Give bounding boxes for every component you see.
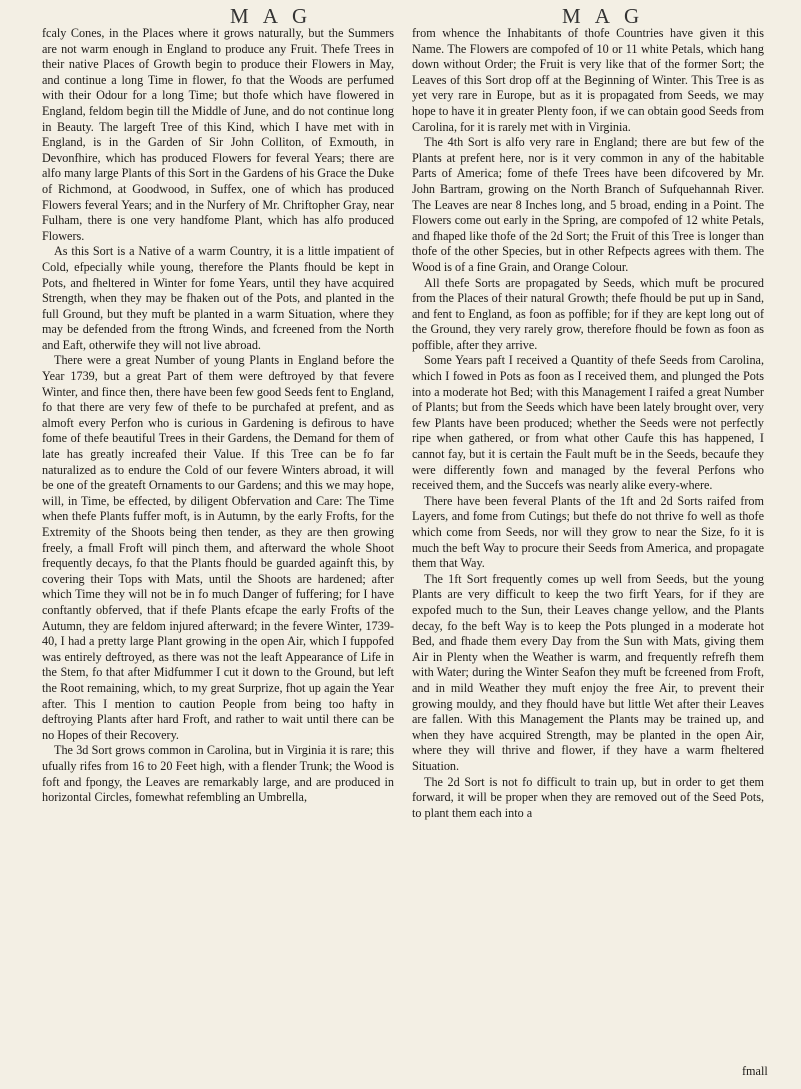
catchword: fmall [742, 1064, 768, 1078]
paragraph: The 4th Sort is alfo very rare in England; there are but few of the Plants at prefent here, nor is it very common in any of the habitable Parts of America; fome of thefe Trees have been difcovered by Mr. John Bartram, growing on the North Branch of Sufquehannah River. The Leaves are near 8 Inches long, and 5 broad, ending in a Point. The Flowers come out early in the Spring, are compofed of 12 white Petals, and fhaped like thofe of the 2d Sort; the Fruit of this Tree is longer than thofe of the other Species, but in other Refpects agrees with them. The Wood is of a fine Grain, and Orange Colour. [412, 135, 764, 274]
paragraph: Some Years paft I received a Quantity of thefe Seeds from Carolina, which I fowed in Pots as foon as I received them, and plunged the Pots into a moderate hot Bed; with this Management I raifed a great Number of Plants; but from the Seeds which have been lately brought over, very few Plants have been produced; whether the Seeds were not perfectly ripe when gathered, or from what other Caufe this has happened, I cannot fay, but it is certain the Fault muft be in the Seeds, becaufe they were differently fown and managed by the feveral Perfons who received them, and the Succefs was nearly alike every-where. [412, 353, 764, 493]
paragraph: The 1ft Sort frequently comes up well from Seeds, but the young Plants are very difficult to keep the two firft Years, for if they are expofed much to the Sun, their Leaves change yellow, and the Plants decay, fo the beft Way is to keep the Pots plunged in a moderate hot Bed, and fhade them every Day from the Sun with Mats, giving them Air in Plenty when the Weather is warm, and frequently refrefh them with Water; during the Winter Seafon they muft be fcreened from Froft, and in mild Weather they muft enjoy the free Air, to prevent their growing mouldy, and they fhould have but little Wet after their Leaves are fallen. With this Management the Plants may be trained up, and when they have acquired Strength, may be planted in the open Air, where they will thrive and flower, if they have a warm fheltered Situation. [412, 571, 764, 773]
running-head-right: M A G [562, 4, 645, 28]
paragraph: The 2d Sort is not fo difficult to train up, but in order to get them forward, it will be proper when they are removed out of the Seed Pots, to plant them each into a [412, 774, 764, 820]
paragraph: As this Sort is a Native of a warm Country, it is a little impatient of Cold, efpecially while young, therefore the Plants fhould be kept in Pots, and fheltered in Winter for fome Years, until they have acquired Strength, when they may be fhaken out of the Pots, and planted in the full Ground, but they muft be planted in a warm Situation, where they may be defended from the ftrong Winds, and fcreened from the North and Eaft, otherwife they will not live abroad. [42, 244, 394, 352]
paragraph: The 3d Sort grows common in Carolina, but in Virginia it is rare; this ufually rifes from 16 to 20 Feet high, with a flender Trunk; the Wood is foft and fpongy, the Leaves are remarkably large, and are produced in horizontal Circles, fomewhat refembling an Umbrella, [42, 743, 394, 805]
paragraph: There have been feveral Plants of the 1ft and 2d Sorts raifed from Layers, and fome from Cutings; but thefe do not thrive fo well as thofe which come from Seeds, nor will they grow to near the Size, fo it is much the beft Way to procure their Seeds from America, and propagate them that Way. [412, 493, 764, 571]
paragraph: from whence the Inhabitants of thofe Countries have given it this Name. The Flowers are compofed of 10 or 11 white Petals, which hang down without Order; the Fruit is very like that of the former Sort; the Leaves of this Sort drop off at the Beginning of Winter. This Tree is as yet very rare in Europe, but as it is propagated from Seeds, we may hope to have it in greater Plenty foon, if we can obtain good Seeds from Carolina, for it is rarely met with in Virginia. [412, 26, 764, 134]
left-column [42, 26, 394, 1078]
running-head-left: M A G [230, 4, 313, 28]
paragraph: All thefe Sorts are propagated by Seeds, which muft be procured from the Places of their natural Growth; thefe fhould be put up in Sand, and fent to England, as foon as poffible; for if they are kept long out of the Ground, they very rarely grow, therefore fhould be fown as foon as poffible, after they arrive. [412, 275, 764, 352]
right-column [412, 26, 764, 1078]
paragraph: fcaly Cones, in the Places where it grows naturally, but the Summers are not warm enough in England to produce any Fruit. Thefe Trees in their native Places of Growth begin to produce their Flowers in May, and continue a long Time in flower, fo that the Woods are perfumed with their Odour for a long Time; but thofe which have flowered in England, feldom begin till the Middle of June, and do not continue long in Beauty. The largeft Tree of this Kind, which I have met with in England, is in the Garden of Sir John Colliton, of Exmouth, in Devonfhire, which has produced Flowers for feveral Years; there are alfo many large Plants of this Sort in the Gardens of his Grace the Duke of Richmond, at Goodwood, in Suffex, one of which has produced Flowers feveral Years; and in the Nurfery of Mr. Chriftopher Gray, near Fulham, there is one very handfome Plant, which has alfo produced Flowers. [42, 26, 394, 243]
paragraph: There were a great Number of young Plants in England before the Year 1739, but a great Part of them were deftroyed by that fevere Winter, and fince then, there have been few good Seeds fent to England, fo that there are very few of thefe to be purchafed at prefent, and as almoft every Perfon who is curious in Gardening is defirous to have fome of thefe beautiful Trees in their Gardens, the Demand for them of late has greatly increafed their Value. If this Tree can be fo far naturalized as to endure the Cold of our fevere Winters abroad, it will be one of the greateft Ornaments to our Gardens; and this we may hope, will, in Time, be effected, by diligent Obfervation and Care: The Time when thefe Plants fuffer moft, is in Autumn, by the early Frofts, for the Extremity of the Shoots being then tender, as they are then growing freely, a fmall Froft will pinch them, and afterward the whole Shoot frequently decays, fo that the Plants fhould be guarded againft this, by covering their Tops with Mats, until the Shoots are hardened; after which Time they will not be in fo much Danger of fuffering; for I have conftantly obferved, that if thefe Plants efcape the early Frofts of the Autumn, they are feldom injured afterward; in the fevere Winter, 1739-40, I had a pretty large Plant growing in the open Air, which I fuppofed was entirely deftroyed, as there was not the leaft Appearance of Life in the Stem, fo that after Midfummer I cut it down to the Ground, but left the Root remaining, which, to my great Surprize, fhot up again the Year after. This I mention to caution People from being too hafty in deftroying Plants after hard Froft, and rather to wait until there can be no Hopes of their Recovery. [42, 353, 394, 742]
